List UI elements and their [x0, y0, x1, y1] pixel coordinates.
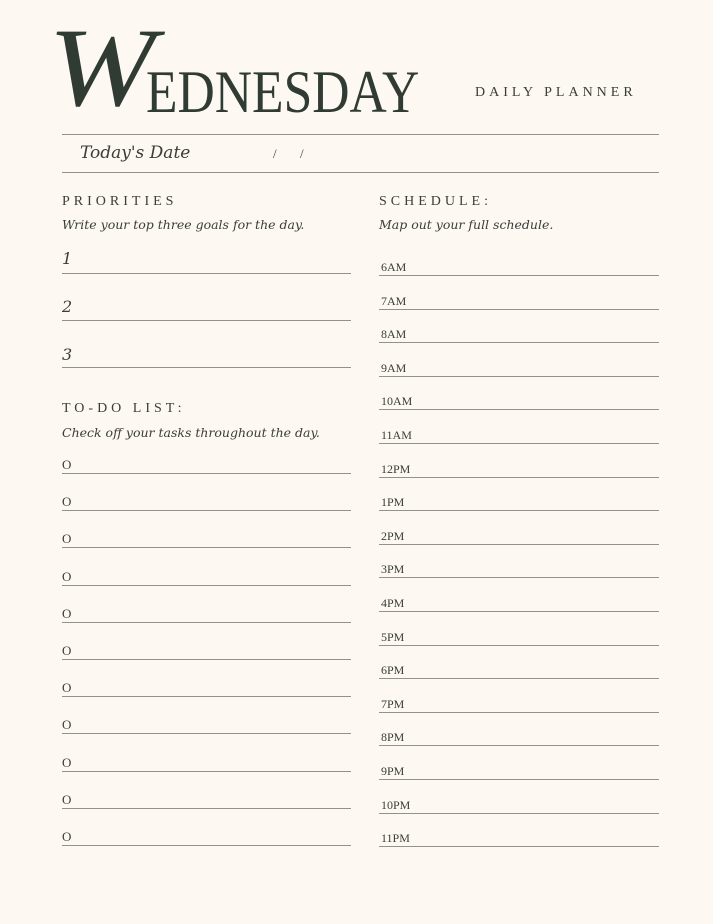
- schedule-description: Map out your full schedule.: [379, 217, 554, 232]
- date-separator: /: [273, 146, 277, 161]
- todo-line[interactable]: [62, 547, 351, 548]
- todo-line[interactable]: [62, 659, 351, 660]
- header-divider: [62, 134, 659, 135]
- todo-checkbox[interactable]: O: [62, 829, 72, 844]
- schedule-time-label: 11AM: [381, 428, 412, 442]
- todo-line[interactable]: [62, 733, 351, 734]
- schedule-time-label: 5PM: [381, 629, 405, 644]
- todo-line[interactable]: [62, 808, 351, 809]
- schedule-line[interactable]: [379, 376, 659, 377]
- schedule-time-label: 9AM: [381, 360, 407, 375]
- schedule-line[interactable]: [379, 275, 659, 276]
- schedule-time-label: 9PM: [381, 764, 405, 778]
- todo-heading: TO-DO LIST:: [62, 401, 186, 416]
- priority-line[interactable]: [62, 320, 351, 321]
- schedule-time-label: 6AM: [381, 260, 407, 274]
- priorities-heading: PRIORITIES: [62, 194, 178, 209]
- todo-checkbox[interactable]: O: [62, 680, 72, 696]
- schedule-line[interactable]: [379, 745, 659, 746]
- schedule-line[interactable]: [379, 712, 659, 713]
- todo-checkbox[interactable]: O: [62, 605, 72, 621]
- todo-checkbox[interactable]: O: [62, 754, 72, 770]
- todo-line[interactable]: [62, 473, 351, 474]
- schedule-time-label: 4PM: [381, 596, 405, 610]
- schedule-line[interactable]: [379, 779, 659, 780]
- schedule-line[interactable]: [379, 611, 659, 612]
- schedule-line[interactable]: [379, 813, 659, 814]
- schedule-line[interactable]: [379, 846, 659, 847]
- schedule-line[interactable]: [379, 477, 659, 478]
- schedule-line[interactable]: [379, 577, 659, 578]
- page-title: EDNESDAY: [146, 59, 420, 125]
- title-initial: W: [48, 6, 144, 130]
- schedule-time-label: 8AM: [381, 327, 407, 342]
- schedule-heading: SCHEDULE:: [379, 194, 492, 209]
- date-divider[interactable]: [62, 172, 659, 173]
- todo-line[interactable]: [62, 696, 351, 697]
- schedule-line[interactable]: [379, 510, 659, 511]
- todo-line[interactable]: [62, 845, 351, 846]
- schedule-line[interactable]: [379, 342, 659, 343]
- todo-checkbox[interactable]: O: [62, 531, 72, 547]
- schedule-time-label: 12PM: [381, 461, 411, 476]
- priority-line[interactable]: [62, 367, 351, 368]
- todo-checkbox[interactable]: O: [62, 494, 72, 510]
- schedule-time-label: 6PM: [381, 663, 405, 678]
- schedule-line[interactable]: [379, 443, 659, 444]
- todo-description: Check off your tasks throughout the day.: [62, 425, 320, 440]
- schedule-line[interactable]: [379, 544, 659, 545]
- todo-checkbox[interactable]: O: [62, 643, 72, 658]
- priority-number: 1: [62, 249, 73, 268]
- todo-line[interactable]: [62, 585, 351, 586]
- schedule-line[interactable]: [379, 309, 659, 310]
- todo-checkbox[interactable]: O: [62, 457, 72, 472]
- date-separator: /: [300, 146, 304, 161]
- priorities-description: Write your top three goals for the day.: [62, 217, 305, 232]
- priority-line[interactable]: [62, 273, 351, 274]
- schedule-line[interactable]: [379, 409, 659, 410]
- date-label: Today's Date: [80, 143, 191, 163]
- todo-checkbox[interactable]: O: [62, 717, 72, 733]
- schedule-time-label: 3PM: [381, 562, 405, 577]
- todo-line[interactable]: [62, 622, 351, 623]
- schedule-time-label: 8PM: [381, 730, 405, 745]
- schedule-line[interactable]: [379, 645, 659, 646]
- todo-line[interactable]: [62, 510, 351, 511]
- schedule-time-label: 10PM: [381, 797, 411, 812]
- priority-number: 3: [62, 345, 73, 364]
- schedule-time-label: 7AM: [381, 293, 407, 308]
- schedule-line[interactable]: [379, 678, 659, 679]
- todo-checkbox[interactable]: O: [62, 568, 72, 584]
- schedule-time-label: 2PM: [381, 528, 405, 543]
- todo-checkbox[interactable]: O: [62, 791, 72, 807]
- priority-number: 2: [62, 297, 73, 316]
- schedule-time-label: 11PM: [381, 831, 410, 846]
- planner-subtitle: DAILY PLANNER: [475, 85, 637, 100]
- todo-line[interactable]: [62, 771, 351, 772]
- schedule-time-label: 1PM: [381, 495, 405, 510]
- schedule-time-label: 7PM: [381, 696, 405, 711]
- schedule-time-label: 10AM: [381, 394, 413, 409]
